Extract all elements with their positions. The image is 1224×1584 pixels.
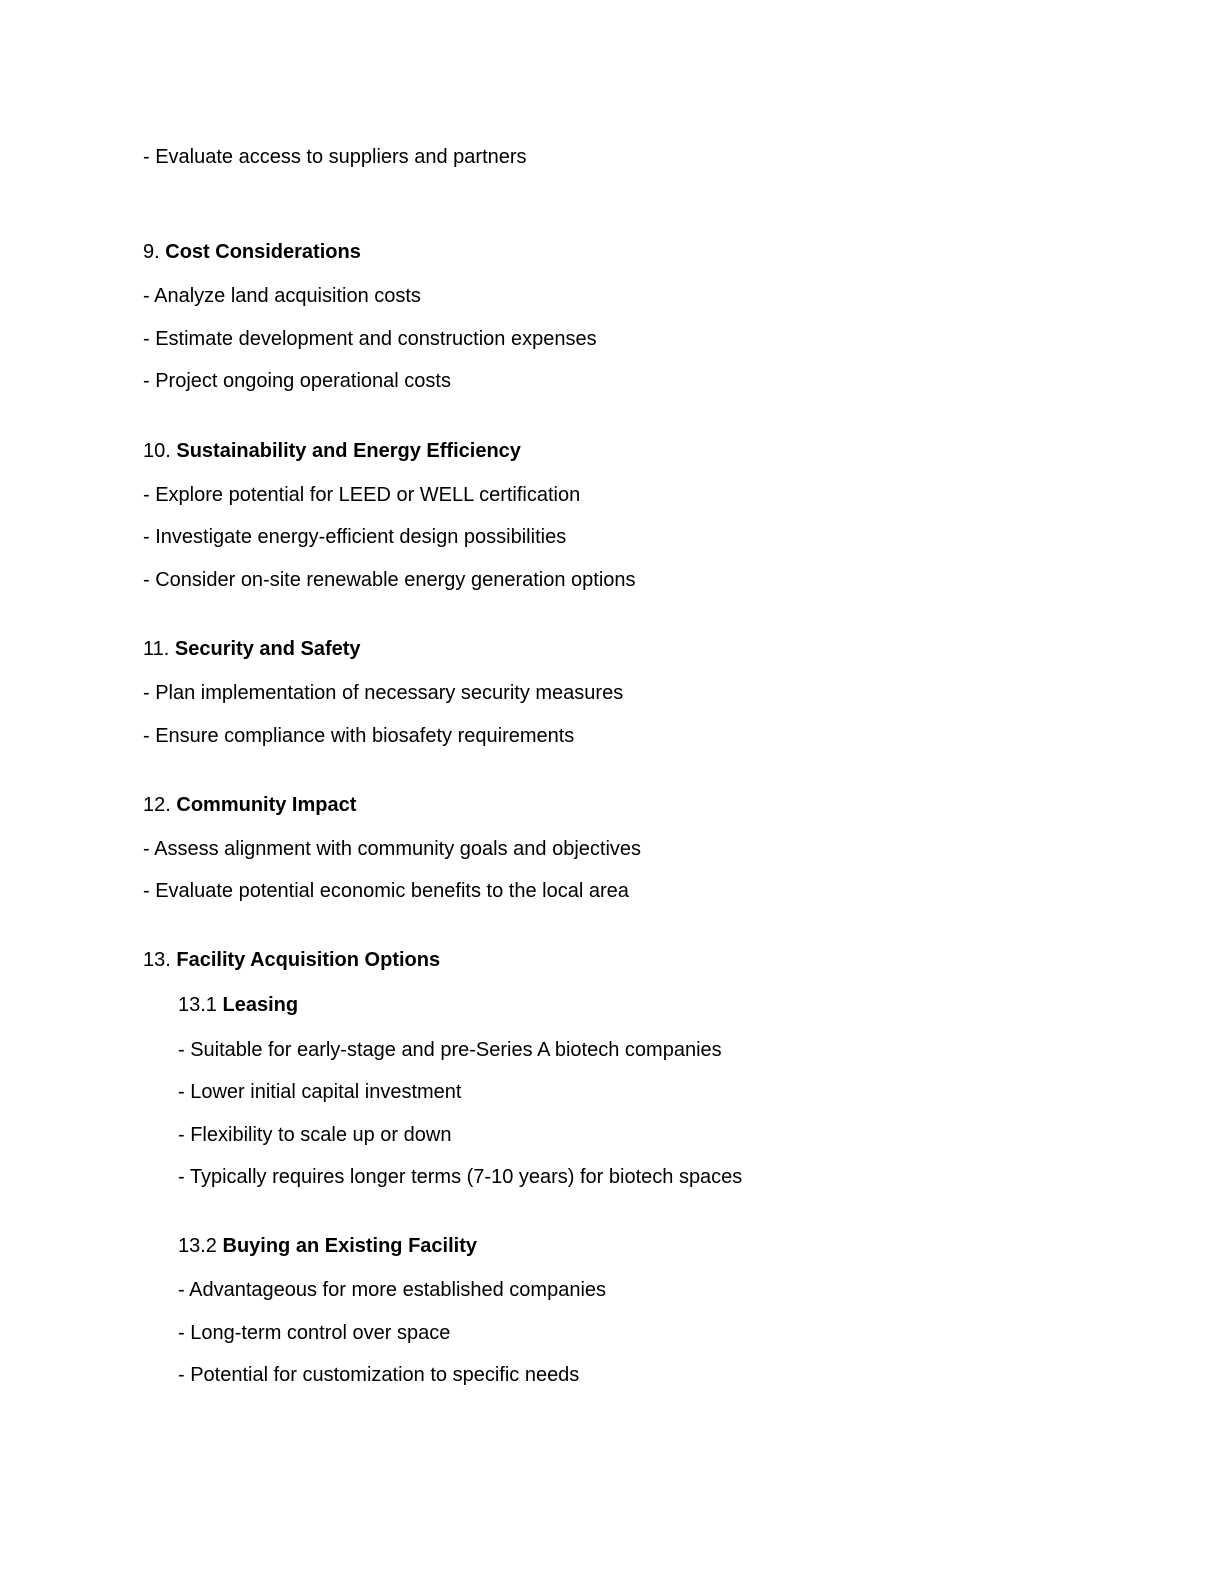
bullet-item: - Flexibility to scale up or down — [178, 1124, 452, 1146]
bullet-item: - Evaluate potential economic benefits to the local area — [143, 880, 629, 902]
section-number: 10. — [143, 440, 171, 462]
section-number: 11. — [143, 638, 170, 660]
section-title: Facility Acquisition Options — [176, 949, 441, 971]
bullet-item: - Project ongoing operational costs — [143, 370, 451, 392]
bullet-item: - Advantageous for more established companies — [178, 1279, 607, 1301]
subsection-title: Leasing — [222, 994, 299, 1016]
bullet-item: - Typically requires longer terms (7-10 years) for biotech spaces — [178, 1166, 743, 1188]
bullet-item: - Analyze land acquisition costs — [143, 285, 421, 307]
bullet-item: - Assess alignment with community goals and objectives — [143, 838, 642, 860]
subsection-number: 13.1 — [178, 994, 217, 1016]
section-heading-sustainability — [143, 439, 521, 463]
section-number: 9. — [143, 241, 160, 263]
bullet-item: - Lower initial capital investment — [178, 1081, 462, 1103]
bullet-item: - Estimate development and construction expenses — [143, 328, 597, 350]
section-heading-community-impact — [143, 793, 356, 817]
bullet-item: - Potential for customization to specific needs — [178, 1364, 580, 1386]
section-title: Cost Considerations — [165, 241, 361, 263]
subsection-number: 13.2 — [178, 1235, 217, 1257]
subsection-heading-buying-existing-facility — [178, 1234, 477, 1258]
bullet-item: - Suitable for early-stage and pre-Series A biotech companies — [178, 1039, 722, 1061]
section-number: 13. — [143, 949, 171, 971]
section-heading-security-safety — [143, 637, 361, 661]
bullet-item: - Investigate energy-efficient design possibilities — [143, 526, 567, 548]
section-title: Community Impact — [176, 794, 357, 816]
subsection-title: Buying an Existing Facility — [222, 1235, 477, 1257]
bullet-item: - Ensure compliance with biosafety requirements — [143, 725, 575, 747]
section-number: 12. — [143, 794, 171, 816]
section-heading-cost-considerations — [143, 240, 361, 264]
bullet-item: - Plan implementation of necessary security measures — [143, 682, 624, 704]
section-heading-facility-acquisition — [143, 948, 440, 972]
bullet-item: - Explore potential for LEED or WELL certification — [143, 484, 581, 506]
bullet-item: - Consider on-site renewable energy generation options — [143, 569, 636, 591]
section-title: Sustainability and Energy Efficiency — [176, 440, 521, 462]
bullet-item: - Evaluate access to suppliers and partners — [143, 146, 527, 168]
subsection-heading-leasing — [178, 993, 298, 1017]
bullet-item: - Long-term control over space — [178, 1322, 451, 1344]
section-title: Security and Safety — [174, 638, 361, 660]
